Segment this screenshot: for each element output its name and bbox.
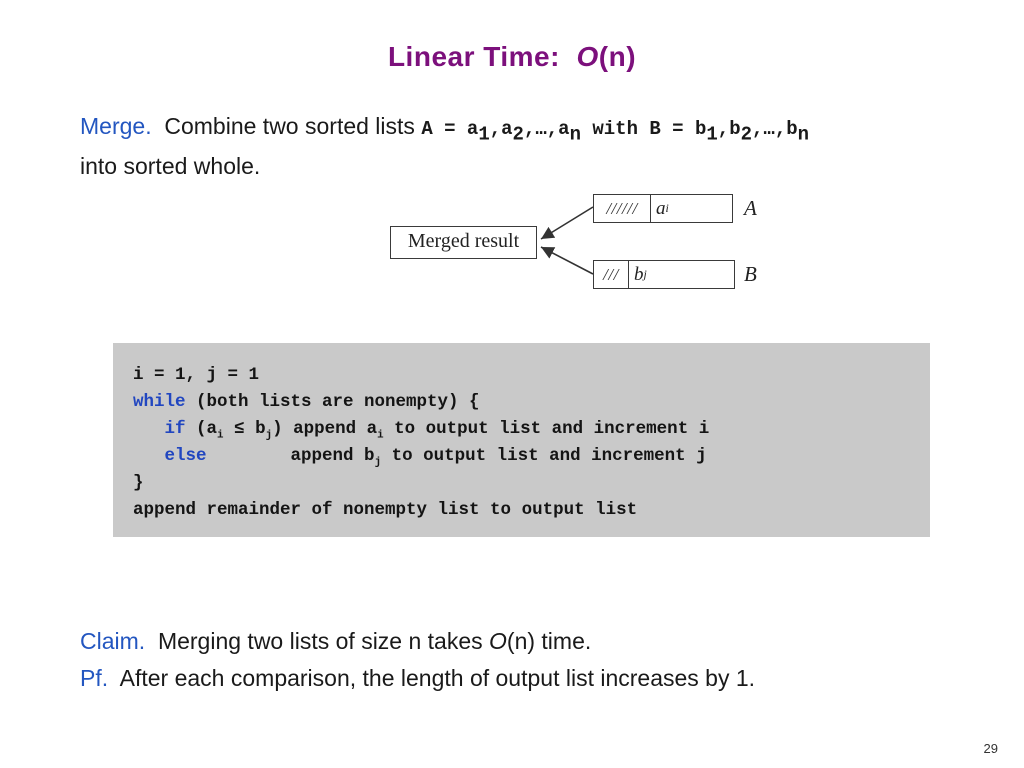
array-a-box	[593, 194, 733, 223]
array-a-current-cell: a i	[656, 197, 669, 219]
array-b-current-cell: b j	[634, 263, 647, 285]
proof-statement: Pf. After each comparison, the length of output list increases by 1.	[80, 665, 756, 691]
code-line: while (both lists are nonempty) {	[133, 392, 480, 412]
merge-statement-line1: Merge. Combine two sorted lists $A = a_1,a_2,\dots,a_n$ with $B = b_1,b_2,\dots,b_n$	[80, 113, 810, 146]
merge-statement-line2: into sorted whole.	[80, 153, 261, 179]
code-line: else append $b_j$ to output list and increment j	[164, 446, 707, 469]
merge-diagram	[380, 185, 800, 300]
array-b-consumed-cell: ///	[594, 261, 629, 288]
merge-statement	[80, 108, 960, 185]
merged-result-box	[390, 226, 537, 259]
code-line: i = 1, j = 1	[133, 365, 260, 385]
pseudocode-block	[113, 343, 930, 537]
claim-statement: Claim. Merging two lists of size n takes O(n) time.	[80, 628, 592, 654]
page-number: 29	[983, 741, 998, 756]
arrow-from-array-a	[541, 207, 593, 239]
merged-result-label: Merged result	[407, 230, 520, 252]
array-a-label: A	[744, 196, 757, 220]
arrow-from-array-b	[541, 247, 593, 274]
array-b-label: B	[744, 262, 757, 286]
page-title: Linear Time: O(n)	[387, 40, 637, 72]
code-line: append remainder of nonempty list to output list	[133, 500, 638, 520]
array-a-consumed-cell: //////	[594, 195, 651, 222]
array-b-box	[593, 260, 735, 289]
code-line: }	[133, 473, 144, 493]
code-line: if $(a_i \le b_j)$ append $a_i$ to output list and increment i	[164, 419, 710, 442]
